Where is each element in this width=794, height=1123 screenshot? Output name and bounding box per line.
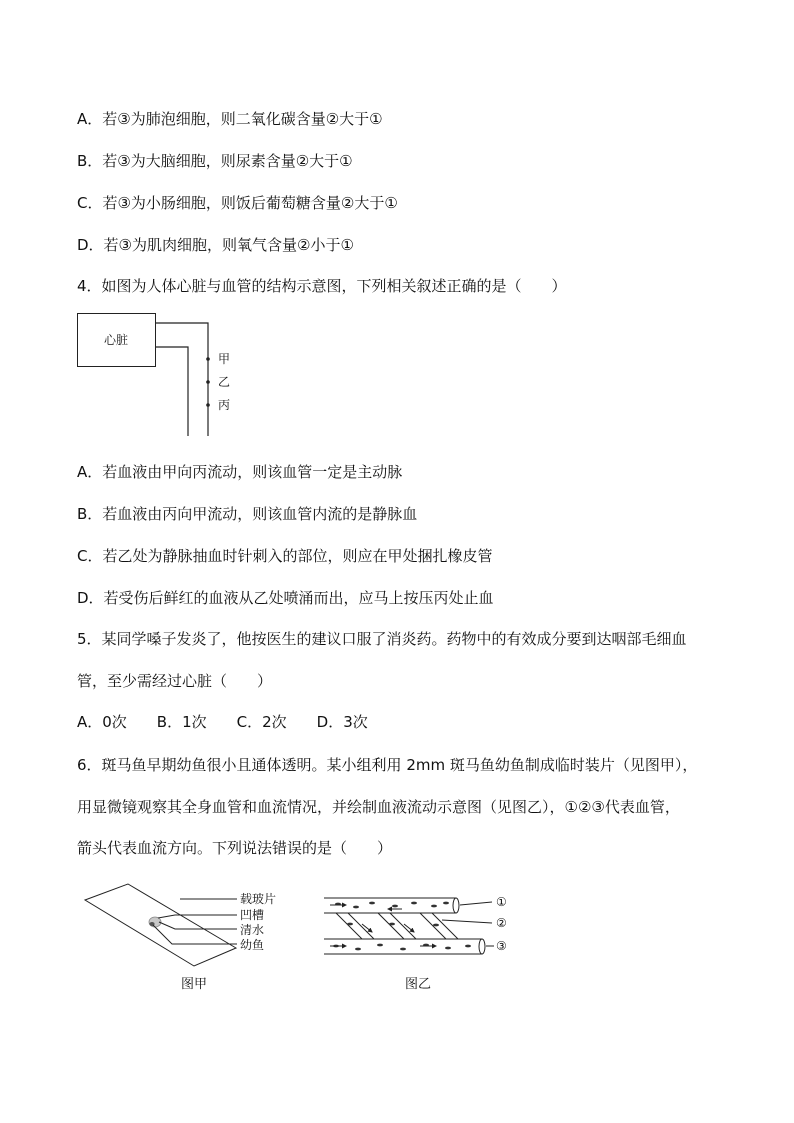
- q6-line2: 用显微镜观察其全身血管和血流情况，并绘制血液流动示意图（见图乙），①②③代表血管，: [77, 798, 680, 816]
- slide-label: 载玻片: [240, 892, 277, 906]
- groove-label: 凹槽: [240, 908, 265, 922]
- point-yi-label: 乙: [218, 375, 231, 389]
- q4-option-d: D．若受伤后鲜红的血液从乙处喷涌而出，应马上按压丙处止血: [77, 589, 494, 607]
- q4-option-a: A．若血液由甲向丙流动，则该血管一定是主动脉: [77, 463, 403, 481]
- heart-label: 心脏: [104, 333, 129, 347]
- caption-jia: 图甲: [181, 977, 208, 992]
- q5-stem-line2: 管，至少需经过心脏（ ）: [77, 672, 273, 690]
- caption-yi: 图乙: [405, 977, 432, 992]
- q3-option-b: B．若③为大脑细胞，则尿素含量②大于①: [77, 152, 353, 170]
- q4-option-b: B．若血液由丙向甲流动，则该血管内流的是静脉血: [77, 505, 418, 523]
- larva-label: 幼鱼: [240, 938, 265, 952]
- vessel-3-label: ③: [496, 939, 507, 953]
- q5-options: A．0次 B．1次 C．2次 D．3次: [77, 713, 368, 731]
- q6-line1: 6．斑马鱼早期幼鱼很小且通体透明。某小组利用 2mm 斑马鱼幼鱼制成临时装片（见图甲），: [77, 756, 698, 774]
- q3-option-d: D．若③为肌肉细胞，则氧气含量②小于①: [77, 236, 354, 254]
- q4-option-c: C．若乙处为静脉抽血时针刺入的部位，则应在甲处捆扎橡皮管: [77, 547, 493, 565]
- vessel-2-label: ②: [496, 916, 507, 930]
- vessel-1-label: ①: [496, 895, 507, 909]
- q3-option-c: C．若③为小肠细胞，则饭后葡萄糖含量②大于①: [77, 194, 398, 212]
- q5-stem-line1: 5．某同学嗓子发炎了，他按医生的建议口服了消炎药。药物中的有效成分要到达咽部毛细血: [77, 630, 687, 648]
- q6-line3: 箭头代表血流方向。下列说法错误的是（ ）: [77, 839, 393, 857]
- point-bing-label: 丙: [218, 398, 231, 412]
- point-jia-label: 甲: [218, 352, 231, 366]
- q4-stem: 4．如图为人体心脏与血管的结构示意图，下列相关叙述正确的是（ ）: [77, 277, 567, 295]
- water-label: 清水: [240, 923, 265, 937]
- q3-option-a: A．若③为肺泡细胞，则二氧化碳含量②大于①: [77, 110, 383, 128]
